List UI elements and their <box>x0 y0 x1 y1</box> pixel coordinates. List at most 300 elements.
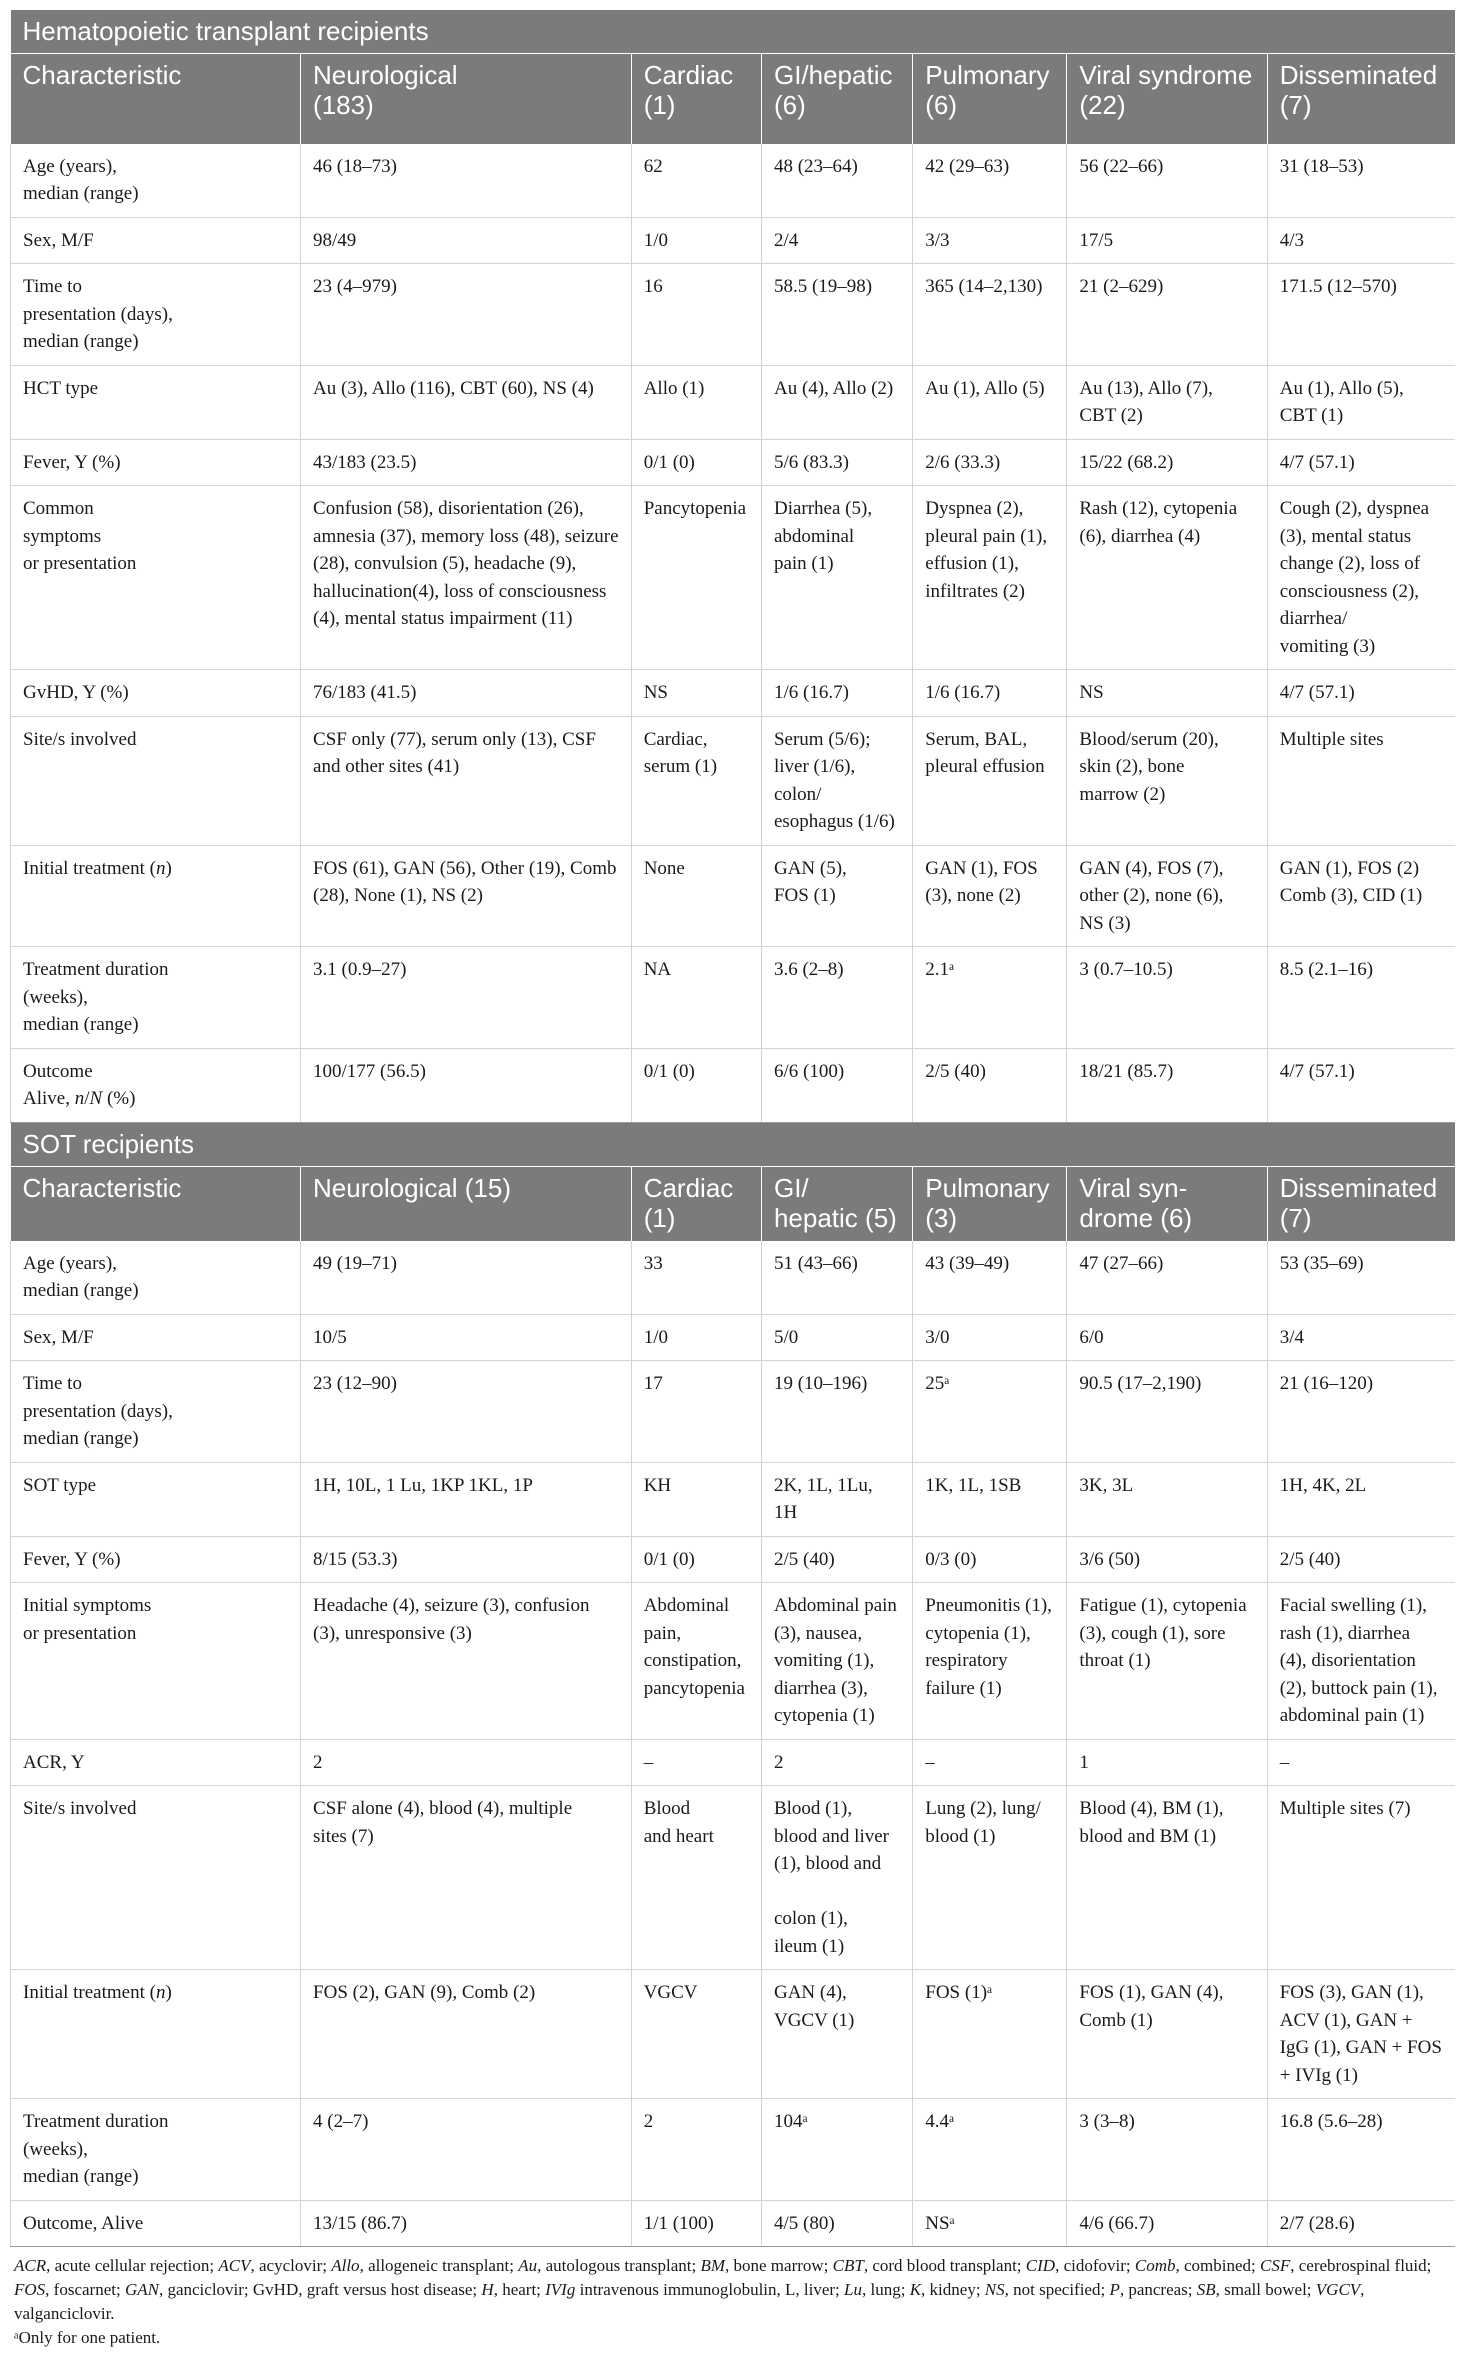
cell-line: VGCV (1) <box>773 2009 855 2031</box>
table-cell <box>301 947 632 1049</box>
table-cell <box>1067 1739 1267 1786</box>
cell-line: FOS (61), GAN (56), Other (19), Comb <box>313 857 617 879</box>
cell-line: median (range) <box>23 2166 139 2187</box>
table-cell <box>913 1361 1067 1463</box>
table-cell <box>913 439 1067 486</box>
table-cell <box>301 1462 632 1536</box>
table-cell <box>301 486 632 670</box>
table-cell <box>301 144 632 218</box>
cell-line: 21 (2–629) <box>1079 276 1164 297</box>
cell-line: FOS (1), GAN (4), <box>1079 1982 1224 2003</box>
cell-line: 15/22 (68.2) <box>1079 451 1174 473</box>
row-label-cell <box>11 1048 301 1122</box>
table-row <box>11 1048 1456 1122</box>
cell-line: colon/ <box>773 783 822 805</box>
cell-line: pleural effusion <box>925 756 1045 777</box>
table-row <box>11 144 1456 218</box>
cell-line: Abdominal pain <box>773 1595 897 1616</box>
cell-line: 2 <box>773 1751 784 1773</box>
table-cell <box>913 2099 1067 2201</box>
table-cell <box>1067 486 1267 670</box>
cell-line: median (range) <box>23 183 139 204</box>
table-cell <box>1267 439 1455 486</box>
cell-line: constipation, <box>643 1650 742 1671</box>
table-cell <box>1067 845 1267 947</box>
cell-line: pain, <box>643 1622 682 1644</box>
cell-line: Site/s involved <box>23 1798 137 1819</box>
cell-line: (7) <box>1279 90 1312 120</box>
table-row <box>11 1241 1456 1315</box>
cell-line: 6/0 <box>1079 1326 1104 1348</box>
cell-line: 2/7 (28.6) <box>1279 2212 1355 2234</box>
cell-line: IgG (1), GAN + FOS <box>1279 2037 1442 2058</box>
cell-line: GvHD, Y (%) <box>23 682 129 703</box>
cell-line: 46 (18–73) <box>313 155 397 177</box>
table-cell <box>631 670 761 717</box>
table-cell <box>1267 365 1455 439</box>
cell-line: (4), mental status impairment (11) <box>313 608 573 629</box>
cell-line: GI/hepatic <box>773 60 893 90</box>
cell-line: Blood <box>643 1798 691 1819</box>
row-label-cell <box>11 1361 301 1463</box>
table-cell <box>631 1241 761 1315</box>
table-cell <box>631 947 761 1049</box>
table-cell <box>761 1241 912 1315</box>
table-cell <box>301 1739 632 1786</box>
cell-line: respiratory <box>925 1650 1008 1671</box>
row-label-cell <box>11 1241 301 1315</box>
table-cell <box>301 264 632 366</box>
cell-line: 1/0 <box>643 229 668 251</box>
cell-line: KH <box>643 1474 672 1496</box>
cell-line: 0/1 (0) <box>643 1548 695 1570</box>
cell-line: 31 (18–53) <box>1279 155 1364 177</box>
cell-line: Allo (1) <box>643 377 705 399</box>
cell-line: Characteristic <box>22 60 182 90</box>
table-cell <box>631 486 761 670</box>
cell-line: median (range) <box>23 1014 139 1035</box>
row-label-cell <box>11 716 301 845</box>
table-cell <box>301 1583 632 1740</box>
table-row <box>11 1739 1456 1786</box>
cell-line: 2/5 (40) <box>773 1548 835 1570</box>
table-cell <box>631 1739 761 1786</box>
row-label-cell <box>11 2200 301 2247</box>
cell-line: CBT (1) <box>1279 405 1344 426</box>
cell-line: 1/1 (100) <box>643 2212 714 2234</box>
cell-line: (1) <box>643 1202 676 1233</box>
cell-line: other (2), none (6), <box>1079 885 1224 906</box>
table-cell <box>1067 670 1267 717</box>
cell-line: cytopenia (1) <box>773 1705 875 1726</box>
cell-line: effusion (1), <box>925 553 1019 574</box>
table-cell <box>1267 1536 1455 1583</box>
table-footnotes <box>10 2247 1453 2350</box>
table-cell <box>1067 1314 1267 1361</box>
row-label-cell <box>11 2099 301 2201</box>
cell-line: ACV (1), GAN + <box>1279 2009 1413 2031</box>
table-cell <box>761 670 912 717</box>
table-row <box>11 845 1456 947</box>
cell-line: 2/5 (40) <box>1279 1548 1341 1570</box>
table-cell <box>301 1361 632 1463</box>
table-cell <box>1267 1361 1455 1463</box>
cell-line: Fatigue (1), cytopenia <box>1079 1595 1247 1616</box>
table-cell <box>1067 1361 1267 1463</box>
cell-line: 4/6 (66.7) <box>1079 2212 1155 2234</box>
cell-line: 25ᵃ <box>925 1373 950 1394</box>
cell-line: 4.4ᵃ <box>925 2111 955 2132</box>
cell-line: GAN (5), <box>773 857 847 879</box>
cell-line: 3 (3–8) <box>1079 2111 1135 2132</box>
table-cell <box>631 1536 761 1583</box>
cell-line: 51 (43–66) <box>773 1252 858 1274</box>
cell-line: Lung (2), lung/ <box>925 1798 1041 1819</box>
column-header <box>11 54 301 144</box>
column-header-row <box>11 1166 1456 1241</box>
table-cell <box>913 217 1067 264</box>
cell-line: Alive, n/N (%) <box>23 1088 136 1109</box>
cell-line: Viral syndrome <box>1079 60 1253 90</box>
table-row <box>11 1314 1456 1361</box>
cell-line: 23 (12–90) <box>313 1373 397 1394</box>
cell-line: Pancytopenia <box>643 498 747 519</box>
cell-line: or presentation <box>23 1622 137 1644</box>
cell-line: (3), unresponsive (3) <box>313 1622 472 1644</box>
table-cell <box>761 1048 912 1122</box>
cell-line: Time to <box>23 1373 82 1394</box>
column-header <box>11 1166 301 1241</box>
table-cell <box>913 1048 1067 1122</box>
cell-line: Time to <box>23 276 82 297</box>
cell-line: (weeks), <box>23 986 88 1008</box>
row-label-cell <box>11 439 301 486</box>
table-cell <box>1267 1462 1455 1536</box>
cell-line: Initial treatment (n) <box>23 1982 172 2003</box>
cell-line: (28), convulsion (5), headache (9), <box>313 553 577 574</box>
cell-line: consciousness (2), <box>1279 580 1420 602</box>
row-label-cell <box>11 1583 301 1740</box>
table-cell <box>913 1536 1067 1583</box>
table-cell <box>761 217 912 264</box>
cell-line: 4/5 (80) <box>773 2212 835 2234</box>
cell-line: 16.8 (5.6–28) <box>1279 2111 1383 2132</box>
row-label-cell <box>11 217 301 264</box>
table-cell <box>301 1786 632 1970</box>
table-cell <box>631 1786 761 1970</box>
table-cell <box>301 716 632 845</box>
table-cell <box>1067 1786 1267 1970</box>
cell-line: 56 (22–66) <box>1079 155 1164 177</box>
table-row <box>11 486 1456 670</box>
table-cell <box>1267 2099 1455 2201</box>
table-cell <box>913 1583 1067 1740</box>
cell-line: diarrhea/ <box>1279 608 1348 629</box>
table-cell <box>301 1536 632 1583</box>
cell-line: ACR, Y <box>23 1751 85 1773</box>
table-row <box>11 947 1456 1049</box>
table-cell <box>1267 1241 1455 1315</box>
section-title: Hematopoietic transplant recipients <box>11 10 1456 54</box>
cell-line: Site/s involved <box>23 728 137 750</box>
table-cell <box>761 845 912 947</box>
cell-line: (7) <box>1279 1202 1312 1233</box>
table-cell <box>631 1314 761 1361</box>
cell-line: 76/183 (41.5) <box>313 682 417 703</box>
table-cell <box>1267 1786 1455 1970</box>
cell-line: Multiple sites (7) <box>1279 1798 1411 1819</box>
cell-line: vomiting (1), <box>773 1650 875 1671</box>
cell-line: 53 (35–69) <box>1279 1252 1364 1274</box>
cell-line: 8/15 (53.3) <box>313 1548 398 1570</box>
row-label-cell <box>11 1970 301 2099</box>
cell-line: NS (3) <box>1079 912 1131 934</box>
cell-line: (28), None (1), NS (2) <box>313 885 483 906</box>
cell-line: 1H, 4K, 2L <box>1279 1474 1367 1496</box>
cell-line: Sex, M/F <box>23 1326 94 1348</box>
cell-line: Pulmonary <box>925 60 1050 90</box>
cell-line: FOS (3), GAN (1), <box>1279 1982 1424 2003</box>
column-header <box>913 54 1067 144</box>
table-row <box>11 1583 1456 1740</box>
cell-line: Comb (1) <box>1079 2009 1153 2031</box>
cell-line: 0/1 (0) <box>643 451 695 473</box>
cell-line: Diarrhea (5), <box>773 498 873 519</box>
cell-line: 100/177 (56.5) <box>313 1060 426 1082</box>
table-cell <box>1067 2099 1267 2201</box>
cell-line: NSᵃ <box>925 2212 955 2234</box>
cell-line: Cardiac <box>643 60 734 90</box>
table-cell <box>301 670 632 717</box>
table-cell <box>761 365 912 439</box>
cell-line: esophagus (1/6) <box>773 811 895 832</box>
cell-line: 4/3 <box>1279 229 1304 251</box>
cell-line: FOS (1)ᵃ <box>925 1982 993 2003</box>
cell-line: 8.5 (2.1–16) <box>1279 959 1374 980</box>
column-header <box>761 54 912 144</box>
cell-line: GAN (1), FOS (2) <box>1279 857 1420 879</box>
cell-line: 2 <box>313 1751 323 1773</box>
table-cell <box>1267 2200 1455 2247</box>
table-cell <box>1067 144 1267 218</box>
table-row <box>11 217 1456 264</box>
cell-line: 3.6 (2–8) <box>773 959 844 980</box>
table-cell <box>631 1970 761 2099</box>
cell-line: (4), disorientation <box>1279 1650 1416 1671</box>
cell-line: presentation (days), <box>23 1400 173 1422</box>
row-label-cell <box>11 144 301 218</box>
table-cell <box>761 439 912 486</box>
table-cell <box>301 1970 632 2099</box>
cell-line: symptoms <box>23 525 102 547</box>
cell-line: 16 <box>643 276 663 297</box>
cell-line: Age (years), <box>23 1252 117 1274</box>
table-cell <box>761 1583 912 1740</box>
cell-line: – <box>643 1751 654 1773</box>
column-header <box>301 54 632 144</box>
cell-line: colon (1), <box>773 1908 848 1929</box>
table-cell <box>631 2200 761 2247</box>
cell-line: Treatment duration <box>23 2111 169 2132</box>
table-cell <box>1267 1314 1455 1361</box>
cell-line: 5/6 (83.3) <box>773 451 849 473</box>
cell-line: Initial treatment (n) <box>23 857 172 879</box>
table-cell <box>301 217 632 264</box>
cell-line: 2/4 <box>773 229 799 251</box>
cell-line: 43/183 (23.5) <box>313 451 417 473</box>
cell-line: 90.5 (17–2,190) <box>1079 1373 1202 1394</box>
cell-line: CSF only (77), serum only (13), CSF <box>313 728 596 750</box>
cell-line: Viral syn- <box>1079 1172 1188 1203</box>
cell-line: marrow (2) <box>1079 783 1166 805</box>
cell-line: Cough (2), dyspnea <box>1279 498 1430 519</box>
table-cell <box>913 365 1067 439</box>
table-cell <box>1067 217 1267 264</box>
cell-line: (3), cough (1), sore <box>1079 1622 1226 1644</box>
table-cell <box>761 1970 912 2099</box>
cell-line: presentation (days), <box>23 303 173 325</box>
table-cell <box>761 2099 912 2201</box>
cell-line: FOS (1) <box>773 885 836 906</box>
cell-line: diarrhea (3), <box>773 1677 868 1699</box>
cell-line: 4 (2–7) <box>313 2111 369 2132</box>
section-data-body <box>11 1241 1456 2247</box>
cell-line: hallucination(4), loss of consciousness <box>313 580 607 602</box>
table-cell <box>1067 1462 1267 1536</box>
cell-line <box>774 1878 900 1906</box>
cell-line: Confusion (58), disorientation (26), <box>313 498 584 519</box>
section-data-body <box>11 144 1456 1123</box>
cell-line: Pulmonary <box>925 1172 1050 1203</box>
cell-line: 4/7 (57.1) <box>1279 451 1355 473</box>
row-label-cell <box>11 1536 301 1583</box>
table-cell <box>631 1361 761 1463</box>
table-cell <box>1267 1739 1455 1786</box>
section-title-row <box>11 10 1456 54</box>
cell-line: 21 (16–120) <box>1279 1373 1374 1394</box>
cell-line: Blood (4), BM (1), <box>1079 1798 1224 1819</box>
cell-line: 3/6 (50) <box>1079 1548 1141 1570</box>
cell-line: 47 (27–66) <box>1079 1252 1164 1274</box>
cell-line: (3), nausea, <box>773 1622 863 1644</box>
cell-line: 3/4 <box>1279 1326 1304 1348</box>
cell-line: Fever, Y (%) <box>23 1548 121 1570</box>
table-row <box>11 365 1456 439</box>
table-cell <box>913 1462 1067 1536</box>
cell-line: amnesia (37), memory loss (48), seizure <box>313 525 619 547</box>
table-cell <box>1067 2200 1267 2247</box>
table-cell <box>631 1583 761 1740</box>
cell-line: failure (1) <box>925 1677 1002 1699</box>
cell-line: (183) <box>313 90 374 120</box>
column-header-row <box>11 54 1456 144</box>
table-row <box>11 2200 1456 2247</box>
cell-line: NS <box>1079 682 1104 703</box>
cell-line: Multiple sites <box>1279 728 1384 750</box>
table-cell <box>1067 365 1267 439</box>
cell-line: 17 <box>643 1373 663 1394</box>
table-cell <box>761 947 912 1049</box>
cell-line: pleural pain (1), <box>925 525 1048 547</box>
cell-line: 48 (23–64) <box>773 155 858 177</box>
table-cell <box>301 365 632 439</box>
cell-line: 42 (29–63) <box>925 155 1010 177</box>
cell-line: infiltrates (2) <box>925 580 1025 602</box>
cell-line: Age (years), <box>23 155 117 177</box>
cell-line: Fever, Y (%) <box>23 451 121 473</box>
table-cell <box>631 716 761 845</box>
cell-line: liver (1/6), <box>773 756 856 777</box>
cell-line: NS <box>643 682 668 703</box>
cell-line: Neurological <box>313 60 458 90</box>
cell-line: VGCV <box>643 1982 698 2003</box>
table-cell <box>631 845 761 947</box>
table-cell <box>761 486 912 670</box>
table-cell <box>1067 1970 1267 2099</box>
cell-line: (3) <box>925 1202 958 1233</box>
table-row <box>11 439 1456 486</box>
table-cell <box>631 217 761 264</box>
cell-line: Au (13), Allo (7), <box>1079 377 1213 399</box>
table-cell <box>761 1739 912 1786</box>
table-cell <box>1067 264 1267 366</box>
cell-line: Abdominal <box>643 1595 730 1616</box>
table-cell <box>1267 217 1455 264</box>
column-header <box>1067 54 1267 144</box>
table-row <box>11 1536 1456 1583</box>
table-cell <box>1267 670 1455 717</box>
table-cell <box>1267 486 1455 670</box>
table-cell <box>1067 716 1267 845</box>
cell-line: HCT type <box>23 377 99 399</box>
cell-line: 6/6 (100) <box>773 1060 845 1082</box>
cell-line: blood (1) <box>925 1825 996 1847</box>
cell-line: 2/5 (40) <box>925 1060 986 1082</box>
table-cell <box>631 1462 761 1536</box>
cell-line: 4/7 (57.1) <box>1279 682 1355 703</box>
cell-line: Au (1), Allo (5) <box>925 377 1045 399</box>
column-header <box>913 1166 1067 1241</box>
table-cell <box>761 2200 912 2247</box>
table-cell <box>1267 716 1455 845</box>
table-cell <box>913 1786 1067 1970</box>
table-cell <box>913 947 1067 1049</box>
cell-line: – <box>1279 1751 1290 1773</box>
cell-line: + IVIg (1) <box>1279 2064 1358 2086</box>
cell-line: 2K, 1L, 1Lu, 1H <box>773 1474 873 1523</box>
cell-line: None <box>643 857 685 879</box>
cell-line: median (range) <box>23 1280 139 1301</box>
cell-line: serum (1) <box>643 756 718 777</box>
cell-line: Rash (12), cytopenia <box>1079 498 1238 519</box>
cell-line: 23 (4–979) <box>313 276 397 297</box>
table-row <box>11 2099 1456 2201</box>
row-label-cell <box>11 1314 301 1361</box>
cell-line: Au (4), Allo (2) <box>773 377 894 399</box>
cell-line: (2), buttock pain (1), <box>1279 1677 1438 1699</box>
cell-line: change (2), loss of <box>1279 553 1421 574</box>
table-row <box>11 264 1456 366</box>
cell-line: (1), blood and <box>773 1853 882 1874</box>
table-cell <box>631 2099 761 2201</box>
cell-line: (6) <box>773 90 806 120</box>
cell-line: 13/15 (86.7) <box>313 2212 407 2234</box>
column-header <box>1067 1166 1267 1241</box>
row-label-cell <box>11 264 301 366</box>
row-label-cell <box>11 670 301 717</box>
table-row <box>11 716 1456 845</box>
cell-line: Cardiac, <box>643 728 708 750</box>
